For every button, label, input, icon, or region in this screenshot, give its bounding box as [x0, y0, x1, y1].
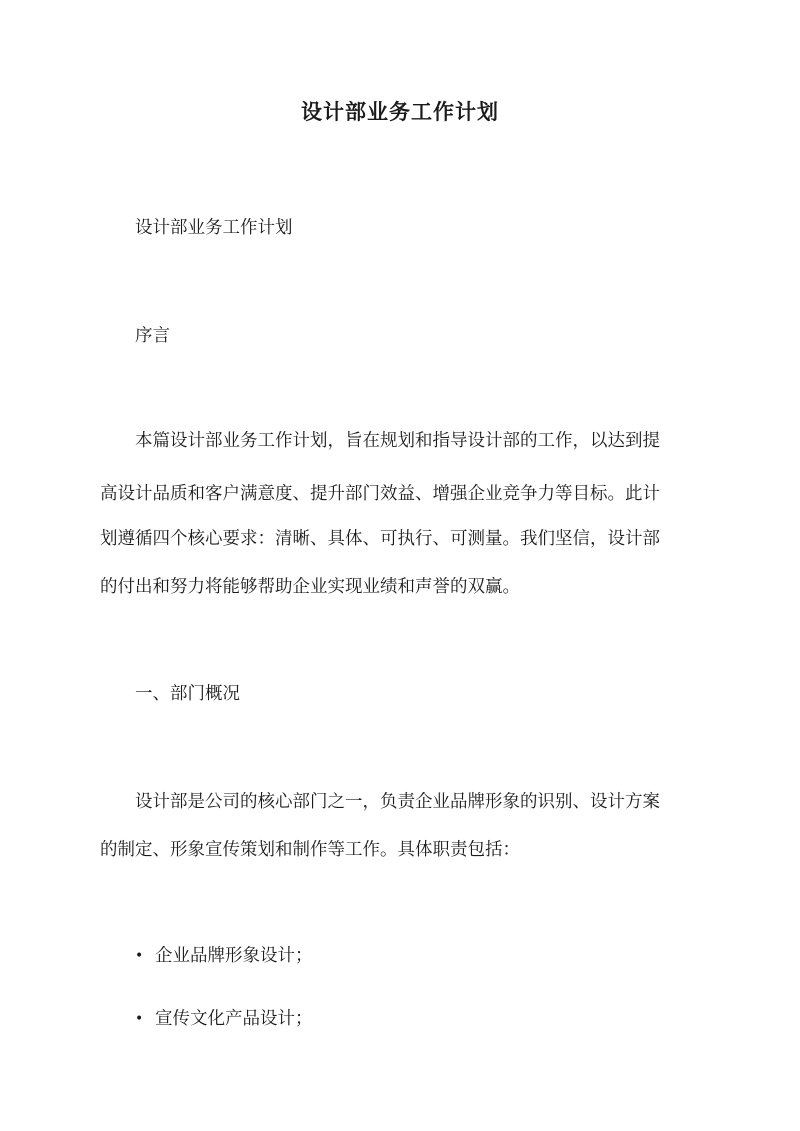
preface-line-3: 划遵循四个核心要求：清晰、具体、可执行、可测量。我们坚信，设计部	[100, 529, 660, 549]
bullet-icon: •	[135, 1011, 144, 1028]
bullet-text: 宣传文化产品设计；	[155, 1009, 313, 1029]
section1-line-1: 设计部是公司的核心部门之一，负责企业品牌形象的识别、设计方案	[135, 792, 660, 812]
list-item	[135, 1009, 313, 1030]
list-item	[135, 946, 313, 967]
preface-line-1: 本篇设计部业务工作计划，旨在规划和指导设计部的工作，以达到提	[135, 431, 660, 451]
section1-line-2: 的制定、形象宣传策划和制作等工作。具体职责包括：	[100, 840, 520, 860]
document-subtitle: 设计部业务工作计划	[135, 218, 293, 238]
preface-line-4: 的付出和努力将能够帮助企业实现业绩和声誉的双赢。	[100, 577, 520, 597]
document-title: 设计部业务工作计划	[301, 99, 499, 124]
section1-heading: 一、部门概况	[135, 684, 240, 704]
bullet-text: 企业品牌形象设计；	[155, 946, 313, 966]
bullet-icon: •	[135, 948, 144, 965]
preface-heading: 序言	[135, 326, 170, 346]
preface-line-2: 高设计品质和客户满意度、提升部门效益、增强企业竞争力等目标。此计	[100, 484, 660, 504]
